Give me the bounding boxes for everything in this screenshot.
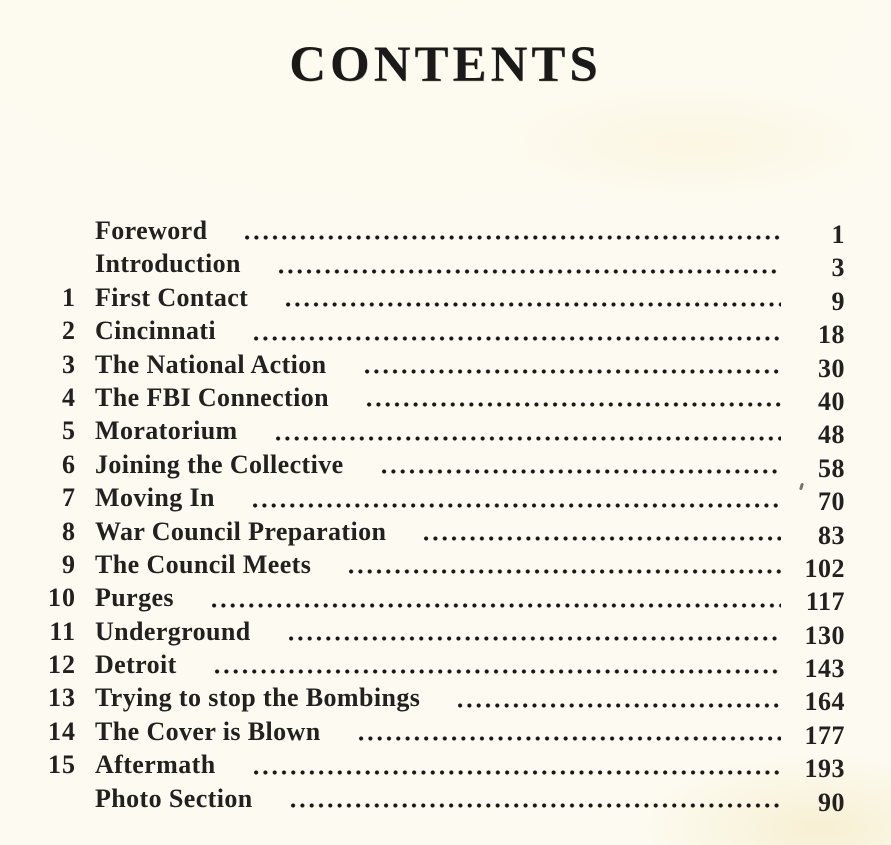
toc-row xyxy=(42,615,845,648)
chapter-number: 7 xyxy=(62,483,76,513)
chapter-number: 6 xyxy=(62,449,76,479)
dot-leader xyxy=(365,369,781,374)
entry-title: Cincinnati xyxy=(95,316,217,346)
entry-title: The Cover is Blown xyxy=(95,716,321,746)
entry-title: Joining the Collective xyxy=(95,449,344,479)
toc-row xyxy=(42,348,845,381)
chapter-number: 1 xyxy=(62,282,76,312)
entry-title: Introduction xyxy=(95,249,241,279)
dot-leader xyxy=(286,302,781,307)
dot-leader xyxy=(276,436,781,441)
entry-page-number: 40 xyxy=(818,386,845,416)
toc-row xyxy=(42,681,845,717)
entry-page-number: 1 xyxy=(831,220,845,249)
chapter-number: 14 xyxy=(48,716,76,746)
chapter-number: 8 xyxy=(62,516,76,546)
entry-title: Moving In xyxy=(95,483,215,513)
entry-title: The National Action xyxy=(95,349,327,379)
dot-leader xyxy=(424,536,781,541)
dot-leader xyxy=(245,235,781,240)
toc-row xyxy=(42,782,845,815)
dot-leader xyxy=(359,736,781,741)
entry-title: Purges xyxy=(95,583,174,613)
entry-page-number: 117 xyxy=(805,587,845,617)
dot-leader xyxy=(254,770,781,775)
dot-leader xyxy=(254,336,781,341)
entry-title: Detroit xyxy=(95,650,177,680)
toc-row xyxy=(42,214,845,247)
chapter-number: 5 xyxy=(62,416,76,446)
toc-row xyxy=(42,481,845,517)
dot-leader xyxy=(458,703,781,708)
toc-row xyxy=(42,381,845,414)
dot-leader xyxy=(279,269,781,274)
entry-page-number: 143 xyxy=(804,654,845,684)
dot-leader xyxy=(215,669,781,674)
toc-row xyxy=(42,448,845,481)
toc-list xyxy=(42,214,845,815)
chapter-number: 10 xyxy=(48,583,76,613)
entry-page-number: 30 xyxy=(818,353,845,383)
entry-title: Moratorium xyxy=(95,416,238,446)
entry-title: Aftermath xyxy=(95,750,216,780)
chapter-number: 2 xyxy=(62,316,76,346)
chapter-number: 12 xyxy=(48,650,76,680)
entry-title: Foreword xyxy=(95,216,208,245)
toc-row xyxy=(42,515,845,548)
chapter-number: 11 xyxy=(49,616,76,646)
entry-title: The FBI Connection xyxy=(95,382,330,412)
entry-page-number: 18 xyxy=(818,320,845,350)
toc-row xyxy=(42,715,845,748)
dot-leader xyxy=(291,803,781,808)
entry-page-number: 102 xyxy=(804,553,845,583)
toc-row xyxy=(42,247,845,283)
entry-page-number: 193 xyxy=(804,754,845,784)
page-title: CONTENTS xyxy=(289,37,602,93)
entry-page-number: 130 xyxy=(804,620,845,650)
toc-row xyxy=(42,548,845,581)
entry-title: Photo Section xyxy=(95,783,253,813)
dot-leader xyxy=(253,503,781,508)
toc-row xyxy=(42,314,845,350)
entry-title: The Council Meets xyxy=(95,549,312,579)
toc-row xyxy=(42,581,845,617)
chapter-number: 4 xyxy=(62,382,76,412)
entry-page-number: 9 xyxy=(831,286,845,316)
entry-title: War Council Preparation xyxy=(95,516,387,546)
chapter-number: 13 xyxy=(48,683,76,713)
toc-row xyxy=(42,281,845,314)
entry-page-number: 83 xyxy=(818,520,845,550)
entry-title: Underground xyxy=(95,616,251,646)
entry-page-number: 58 xyxy=(818,453,845,483)
entry-page-number: 70 xyxy=(818,487,845,517)
toc-row xyxy=(42,648,845,684)
dot-leader xyxy=(212,603,781,608)
entry-page-number: 48 xyxy=(818,420,845,450)
entry-page-number: 90 xyxy=(818,787,845,817)
entry-page-number: 3 xyxy=(831,253,845,283)
chapter-number: 15 xyxy=(48,750,76,780)
entry-page-number: 177 xyxy=(804,720,845,750)
toc-row xyxy=(42,414,845,450)
entry-page-number: 164 xyxy=(804,687,845,717)
entry-title: Trying to stop the Bombings xyxy=(95,683,421,713)
dot-leader xyxy=(349,569,781,574)
dot-leader xyxy=(382,469,781,474)
chapter-number: 3 xyxy=(62,349,76,379)
dot-leader xyxy=(289,636,781,641)
dot-leader xyxy=(367,402,781,407)
entry-title: First Contact xyxy=(95,282,249,312)
toc-row xyxy=(42,748,845,784)
chapter-number: 9 xyxy=(62,549,76,579)
